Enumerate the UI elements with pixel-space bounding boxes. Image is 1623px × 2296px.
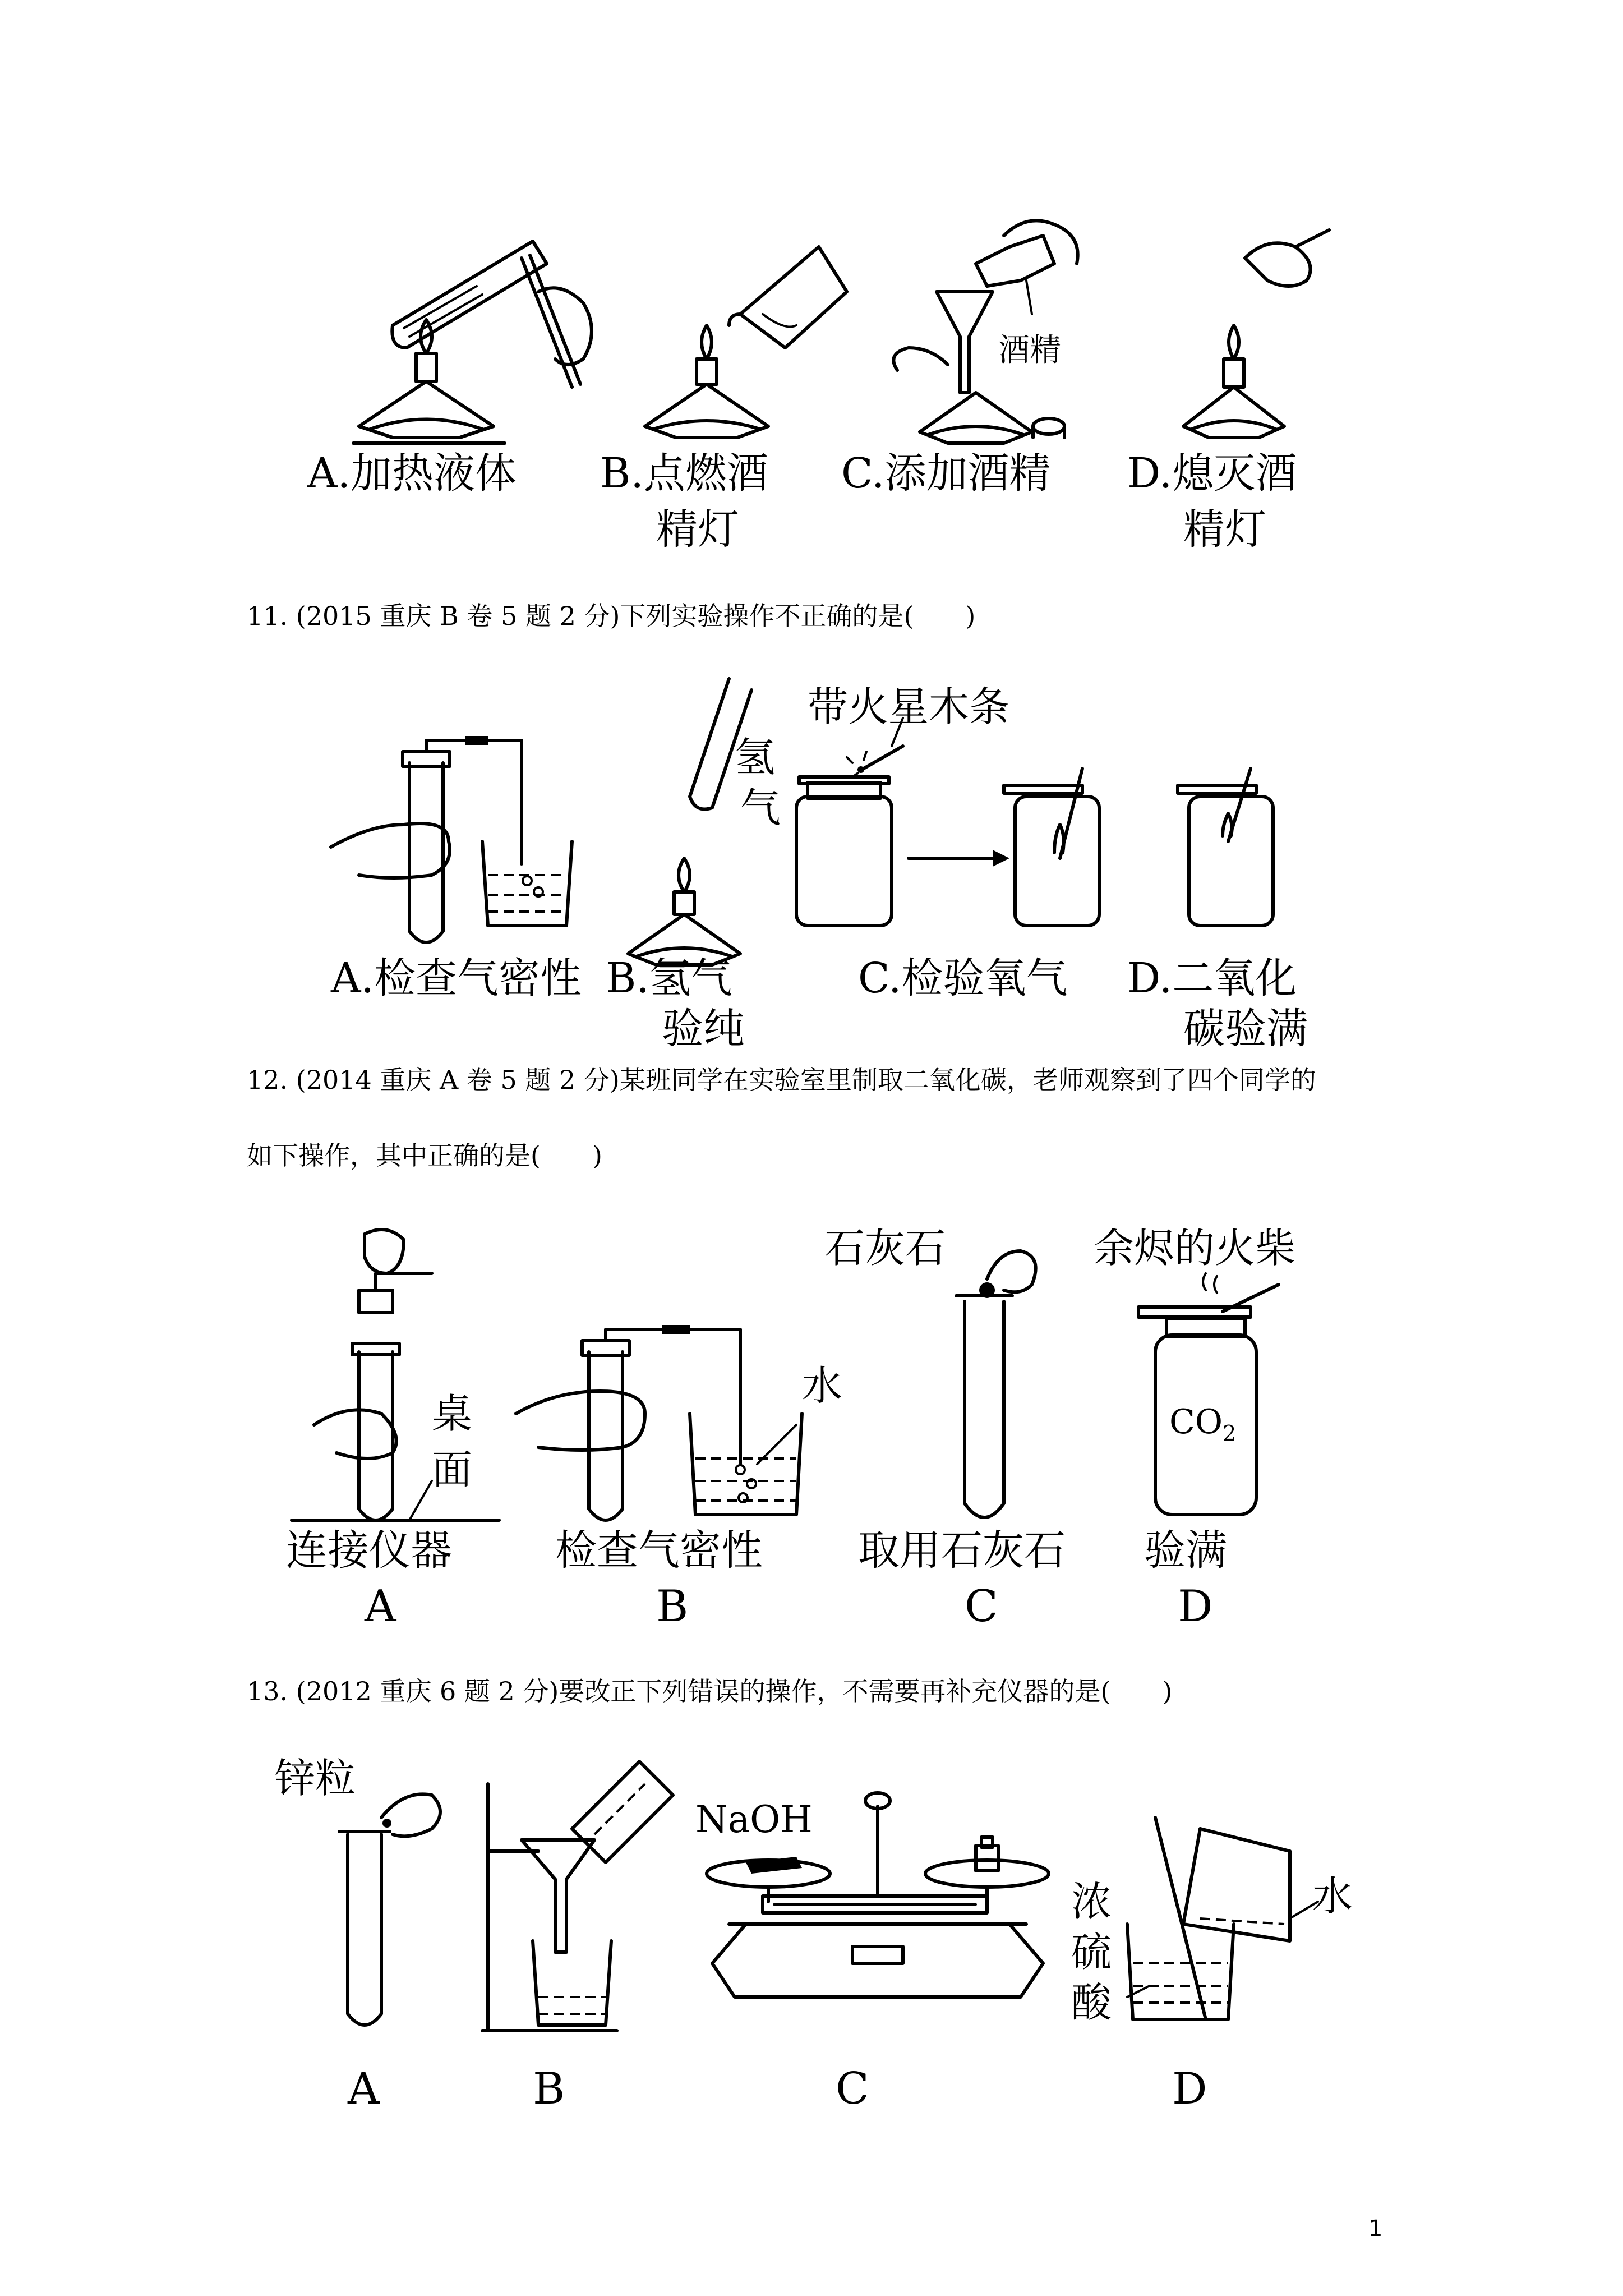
q11-fig-a-airtightness bbox=[331, 736, 572, 942]
q11-option-b-line2: 验纯 bbox=[662, 1005, 745, 1053]
q12-letter-b: B bbox=[656, 1581, 689, 1632]
q11-option-c: C.检验氧气 bbox=[858, 954, 1068, 1002]
page-number: 1 bbox=[1368, 2216, 1383, 2242]
q11-fig-b-hydrogen-purity bbox=[628, 679, 751, 965]
q13-fig-d-dilution bbox=[1127, 1818, 1318, 2019]
q13-letter-c: C bbox=[836, 2064, 869, 2114]
q13-acid-label-1: 浓 bbox=[1071, 1878, 1112, 1925]
q10-fig-d-extinguishing-lamp bbox=[1183, 230, 1329, 438]
q13-acid-label-2: 硫 bbox=[1071, 1929, 1112, 1976]
q11-option-d-line1: D.二氧化 bbox=[1127, 954, 1297, 1002]
q13-water-label: 水 bbox=[1312, 1872, 1353, 1920]
q13-zinc-label: 锌粒 bbox=[275, 1755, 356, 1802]
q12-fig-b-airtightness bbox=[516, 1325, 802, 1520]
q13-letter-a: A bbox=[348, 2064, 380, 2114]
q12-caption-b: 检查气密性 bbox=[555, 1526, 763, 1575]
q10-alcohol-label: 酒精 bbox=[998, 332, 1061, 369]
q11-stem: 11. (2015 重庆 B 卷 5 题 2 分)下列实验操作不正确的是( ) bbox=[247, 601, 976, 631]
q10-fig-b-lighting-lamp bbox=[645, 247, 847, 438]
q10-option-c: C.添加酒精 bbox=[841, 449, 1051, 498]
q12-limestone-label: 石灰石 bbox=[824, 1225, 946, 1272]
q12-ember-label: 余烬的火柴 bbox=[1094, 1225, 1296, 1272]
q11-fig-d-co2-full bbox=[1178, 769, 1273, 926]
q12-fig-d-co2-full bbox=[1138, 1273, 1279, 1515]
q12-letter-c: C bbox=[965, 1581, 998, 1632]
q12-stem-line1: 12. (2014 重庆 A 卷 5 题 2 分)某班同学在实验室里制取二氧化碳，老师观察到了四个同学的 bbox=[247, 1065, 1316, 1095]
q13-fig-b-filtration bbox=[482, 1761, 673, 2031]
q10-option-d-line1: D.熄灭酒 bbox=[1127, 449, 1297, 498]
q10-fig-a-heating-liquid bbox=[353, 241, 592, 443]
q11-wood-strip-label: 带火星木条 bbox=[808, 683, 1010, 730]
q13-acid-label-3: 酸 bbox=[1071, 1979, 1112, 2026]
q13-fig-a-zinc bbox=[339, 1794, 440, 2025]
q11-fig-c-oxygen-test bbox=[796, 718, 1099, 926]
q11-option-d-line2: 碳验满 bbox=[1183, 1005, 1308, 1053]
q12-co2-label: $CO_2$ bbox=[1169, 1402, 1237, 1446]
q11-option-a: A.检查气密性 bbox=[331, 954, 582, 1002]
q12-stem-line2: 如下操作，其中正确的是( ) bbox=[247, 1140, 602, 1171]
q12-desk-label-1: 桌 bbox=[432, 1390, 473, 1437]
q12-letter-a: A bbox=[365, 1581, 396, 1632]
q13-naoh-label: NaOH bbox=[695, 1798, 813, 1841]
q12-water-label: 水 bbox=[802, 1362, 843, 1409]
q12-desk-label-2: 面 bbox=[432, 1446, 473, 1493]
q13-letter-b: B bbox=[533, 2064, 565, 2114]
q13-stem: 13. (2012 重庆 6 题 2 分)要改正下列错误的操作，不需要再补充仪器的是( ) bbox=[247, 1676, 1173, 1706]
q10-option-b-line2: 精灯 bbox=[656, 505, 739, 554]
q12-caption-a: 连接仪器 bbox=[286, 1526, 452, 1575]
q12-caption-c: 取用石灰石 bbox=[858, 1526, 1066, 1575]
q13-letter-d: D bbox=[1172, 2064, 1207, 2114]
q11-hydrogen-label-1: 氢 bbox=[735, 734, 776, 781]
q10-option-b-line1: B.点燃酒 bbox=[600, 449, 768, 498]
q10-option-d-line2: 精灯 bbox=[1183, 505, 1266, 554]
q12-fig-c-limestone bbox=[956, 1251, 1036, 1517]
q12-letter-d: D bbox=[1178, 1581, 1213, 1632]
q11-option-b-line1: B.氢气 bbox=[606, 954, 732, 1002]
q10-option-a: A.加热液体 bbox=[307, 449, 517, 498]
q11-hydrogen-label-2: 气 bbox=[740, 784, 781, 831]
q12-caption-d: 验满 bbox=[1144, 1526, 1227, 1575]
